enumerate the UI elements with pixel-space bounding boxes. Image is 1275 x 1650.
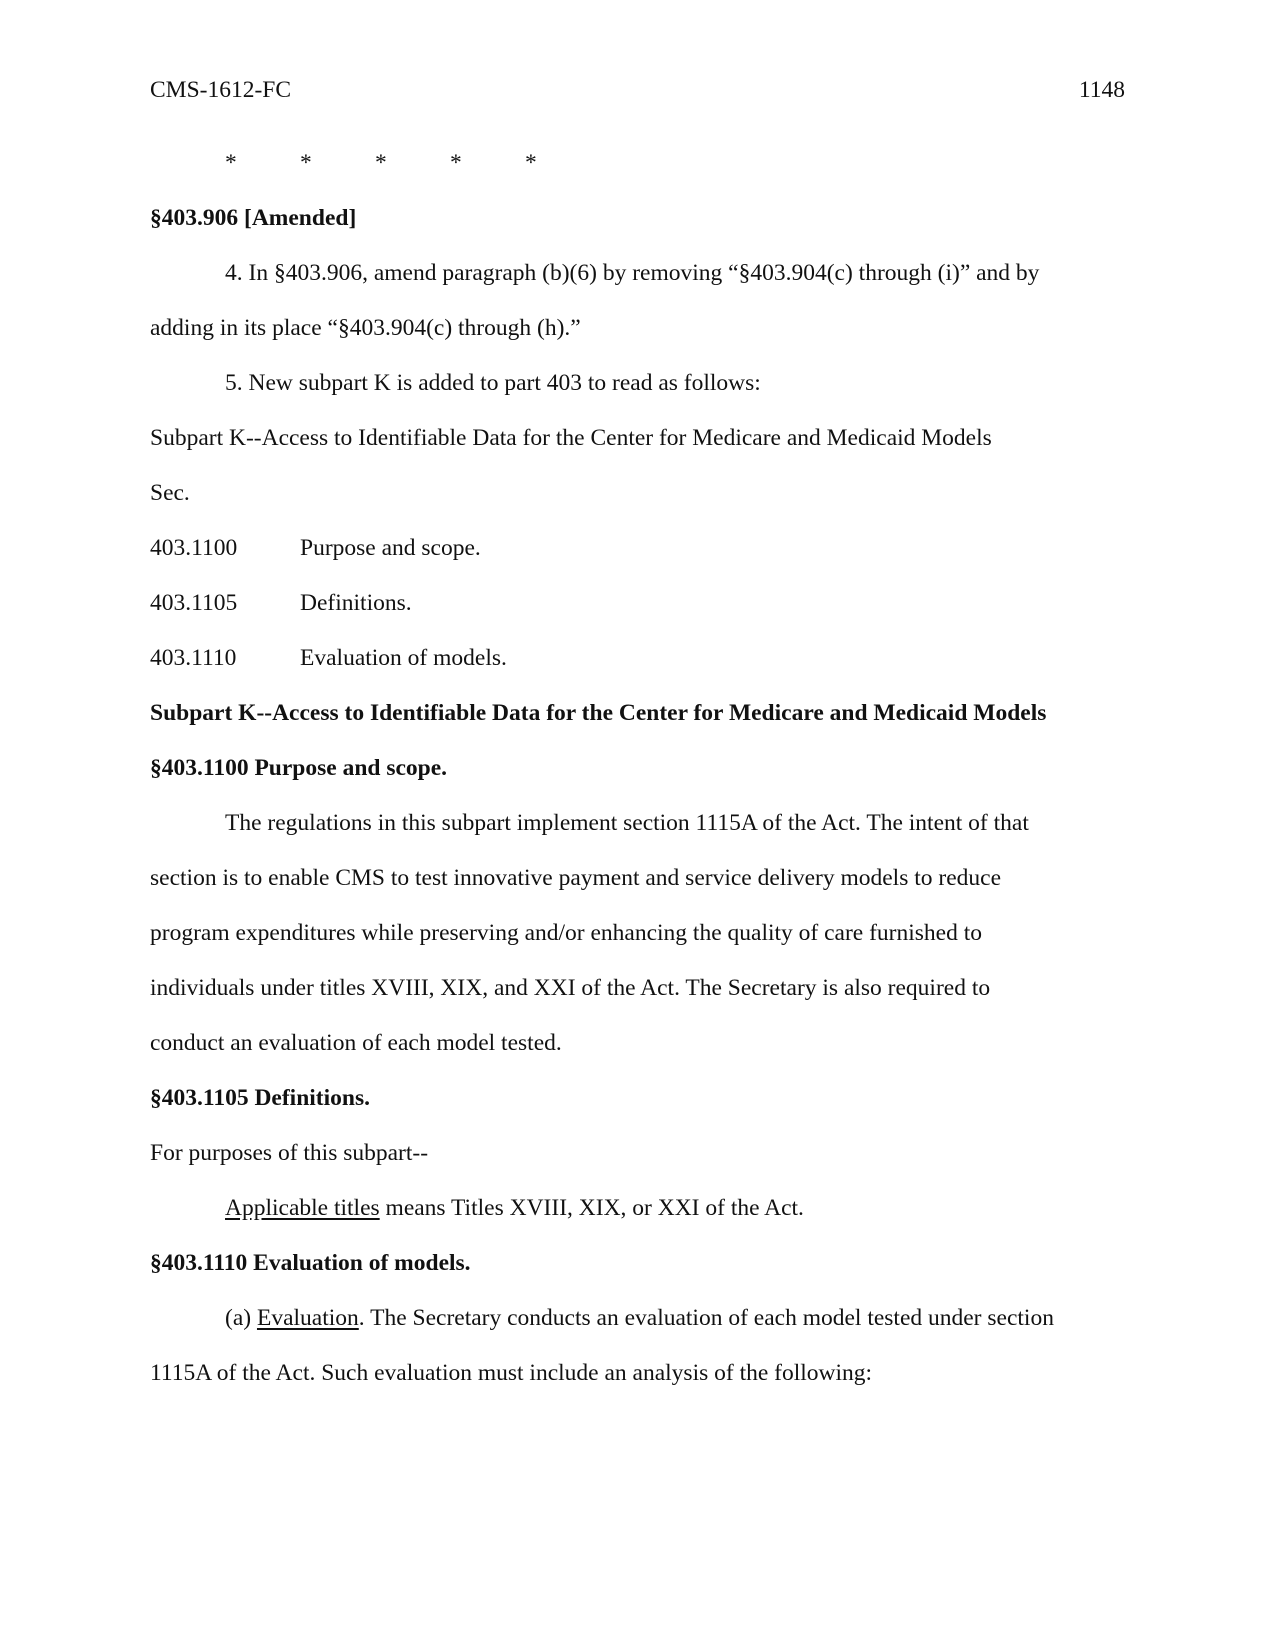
- section-1105-intro: For purposes of this subpart--: [150, 1140, 429, 1166]
- section-1100-text: program expenditures while preserving and/or enhancing the quality of care furnished to: [150, 920, 983, 946]
- section-1100-text: The regulations in this subpart implement section 1115A of the Act. The intent of that: [225, 810, 1029, 836]
- section-1100-text: conduct an evaluation of each model tested.: [150, 1030, 562, 1056]
- toc-number: 403.1110: [150, 645, 237, 671]
- defined-term: Applicable titles: [225, 1195, 380, 1221]
- amended-heading: §403.906 [Amended]: [150, 205, 357, 231]
- definition-text: means Titles XVIII, XIX, or XXI of the Act.: [379, 1195, 804, 1221]
- item4-line1: 4. In §403.906, amend paragraph (b)(6) by removing “§403.904(c) through (i)” and by: [225, 260, 1040, 286]
- toc-title: Definitions.: [300, 590, 412, 616]
- page-number: 1148: [1078, 77, 1125, 103]
- document-id: CMS-1612-FC: [150, 77, 292, 103]
- subpart-title-bold: Subpart K--Access to Identifiable Data for the Center for Medicare and Medicaid Models: [150, 700, 1047, 726]
- toc-number: 403.1100: [150, 535, 238, 561]
- section-1105-heading: §403.1105 Definitions.: [150, 1085, 371, 1111]
- definition-line: [225, 1193, 804, 1223]
- section-1100-heading: §403.1100 Purpose and scope.: [150, 755, 448, 781]
- paragraph-term: Evaluation: [256, 1305, 359, 1331]
- section-1110-para-line1: [225, 1303, 1054, 1333]
- star-mark: *: [225, 150, 237, 176]
- star-mark: *: [450, 150, 462, 176]
- paragraph-label: (a): [225, 1305, 257, 1331]
- sec-label: Sec.: [150, 480, 190, 506]
- paragraph-text: . The Secretary conducts an evaluation of each model tested under section: [358, 1305, 1054, 1331]
- subpart-title-plain: Subpart K--Access to Identifiable Data for the Center for Medicare and Medicaid Models: [150, 425, 992, 451]
- toc-number: 403.1105: [150, 590, 238, 616]
- section-1100-text: individuals under titles XVIII, XIX, and XXI of the Act. The Secretary is also required to: [150, 975, 991, 1001]
- toc-title: Evaluation of models.: [300, 645, 507, 671]
- section-1110-heading: §403.1110 Evaluation of models.: [150, 1250, 471, 1276]
- section-1110-para-line2: 1115A of the Act. Such evaluation must include an analysis of the following:: [150, 1360, 873, 1386]
- item5-text: 5. New subpart K is added to part 403 to read as follows:: [225, 370, 761, 396]
- toc-title: Purpose and scope.: [300, 535, 481, 561]
- section-1100-text: section is to enable CMS to test innovative payment and service delivery models to reduce: [150, 865, 1002, 891]
- item4-line2: adding in its place “§403.904(c) through (h).”: [150, 315, 581, 341]
- omission-stars: [225, 148, 600, 178]
- star-mark: *: [525, 150, 537, 176]
- star-mark: *: [375, 150, 387, 176]
- star-mark: *: [300, 150, 312, 176]
